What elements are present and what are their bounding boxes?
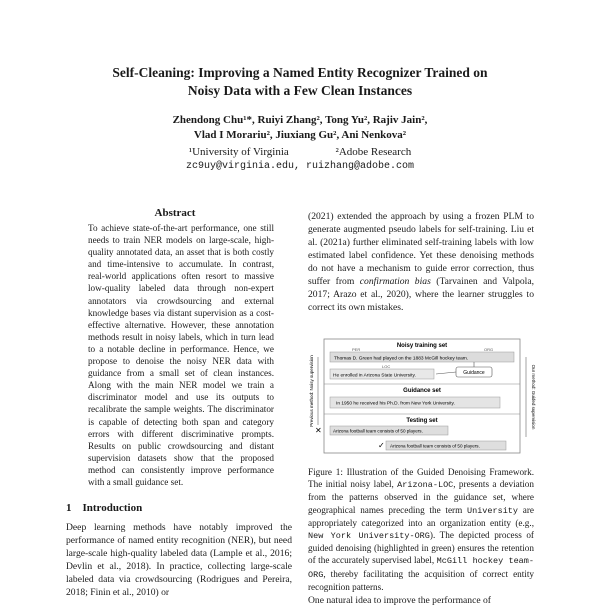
guidance-arrow (436, 372, 456, 374)
caption-code-arizona-loc: Arizona-LOC (397, 480, 454, 491)
caption-text-2: , presents a deviation from the patterns observed in the guidance set, where geographical names preceding the term (308, 479, 534, 515)
author-list (0, 113, 600, 143)
author-emails: zc9uy@virginia.edu, ruizhang@adobe.com (185, 161, 415, 172)
title-line-2: Noisy Data with a Few Clean Instances (187, 83, 413, 98)
abstract-heading: Abstract (154, 207, 196, 219)
paper-title (0, 64, 600, 100)
cross-icon: ✕ (315, 426, 322, 435)
caption-code-mcgill-org: McGill hockey team-ORG (308, 556, 534, 580)
noisy-sentence-1: Thomas D. Green had played on the 1883 McGill hockey team. (334, 356, 469, 362)
caption-text-4: ). The depicted process of guided denoising (highlighted in green) ensures the retention of the accurately supervised label, (308, 530, 534, 566)
tag-loc: LOC (382, 364, 391, 369)
caption-text-1: Figure 1: Illustration of the Guided Denoising Framework. The initial noisy label, (308, 467, 534, 490)
tag-per: PER (352, 347, 361, 352)
right-column-continuation: One natural idea to improve the performance of (308, 595, 492, 606)
check-icon: ✓ (378, 441, 385, 450)
left-axis-label: Previous method: Noisy supervision (309, 355, 314, 427)
test-sentence-1: Arizona football team consists of 50 players. (333, 428, 423, 434)
caption-code-university: University (467, 505, 519, 516)
author-line-1: Zhendong Chu¹*, Ruiyi Zhang², Tong Yu², Rajiv Jain², (172, 114, 428, 126)
noisy-sentence-2: He enrolled in Arizona State University. (333, 373, 416, 379)
figure-1-diagram (306, 337, 538, 455)
confirmation-bias-term: confirmation bias (359, 276, 431, 287)
caption-code-nyu-org: New York University-ORG (308, 531, 430, 542)
noisy-set-header: Noisy training set (396, 343, 448, 349)
guidance-label: Guidance (463, 370, 485, 376)
caption-text-5: , thereby facilitating the acquisition of correct entity recognition patterns. (308, 568, 534, 592)
affiliation-adobe: ²Adobe Research (335, 146, 412, 158)
introduction-body: Deep learning methods have notably improved the performance of named entity recognition (NER), but need large-scale high-quality labeled data (Lample et al., 2016; Devlin et al., 2018). In practice, collecting large-scale labeled data via crowdsourcing (Rodrigues and Pereira, 2018; Finin et al., 2010) or (66, 522, 292, 598)
guidance-set-header: Guidance set (403, 388, 441, 394)
affiliation-uva: ¹University of Virginia (188, 146, 289, 158)
figure-caption (308, 466, 534, 593)
abstract-body: To achieve state-of-the-art performance, one still needs to train NER models on large-scale, high-quality annotated data, an asset that is both costly and time-intensive to accumulate. In contrast, real-world applications often resort to massive low-quality labeled data through non-expert annotators via crowdsourcing and external knowledge bases via distant supervision as a cost-effective alternative. However, these annotation methods result in noisy labels, which in turn lead to a notable decline in performance. Hence, we propose to denoise the noisy NER data with guidance from a small set of clean instances. Along with the main NER model we train a discriminator model and use its outputs to recalibrate the sample weights. The discriminator is capable of detecting both span and category errors with different discriminative prompts. Results on public crowdsourcing and distant supervision datasets show that the proposed method can consistently improve performance with a small guidance set. (88, 223, 274, 487)
caption-text-3: are appropriately categorized into an organization entity (e.g., (308, 504, 534, 528)
section-number: 1 (66, 502, 72, 514)
paragraph-text-b: (Tarvainen and Valpola, 2017; Arazo et al., 2020), where the learner struggles to correct its own mistakes. (308, 276, 534, 313)
paragraph-text-a: (2021) extended the approach by using a frozen PLM to generate augmented pseudo labels for self-training. Liu et al. (2021a) further eliminated self-training labels with low estimated label confidence. Yet these denoising methods do not have a mechanism to guide error correction, thus suffer from (308, 211, 534, 287)
section-heading-introduction (66, 502, 286, 514)
right-column-paragraph (308, 210, 534, 314)
guidance-sentence: In 1950 he received his Ph.D. from New York University. (336, 401, 455, 407)
title-line-1: Self-Cleaning: Improving a Named Entity Recognizer Trained on (112, 65, 488, 80)
affiliations (0, 145, 600, 159)
section-title: Introduction (82, 502, 143, 514)
testing-set-header: Testing set (406, 418, 438, 424)
test-sentence-2: Arizona football team consists of 50 players. (390, 443, 480, 449)
right-axis-label: Our method: Guided supervision (531, 364, 536, 430)
tag-org: ORG (484, 347, 494, 352)
author-line-2: Vlad I Morariu², Jiuxiang Gu², Ani Nenkova² (193, 129, 407, 141)
